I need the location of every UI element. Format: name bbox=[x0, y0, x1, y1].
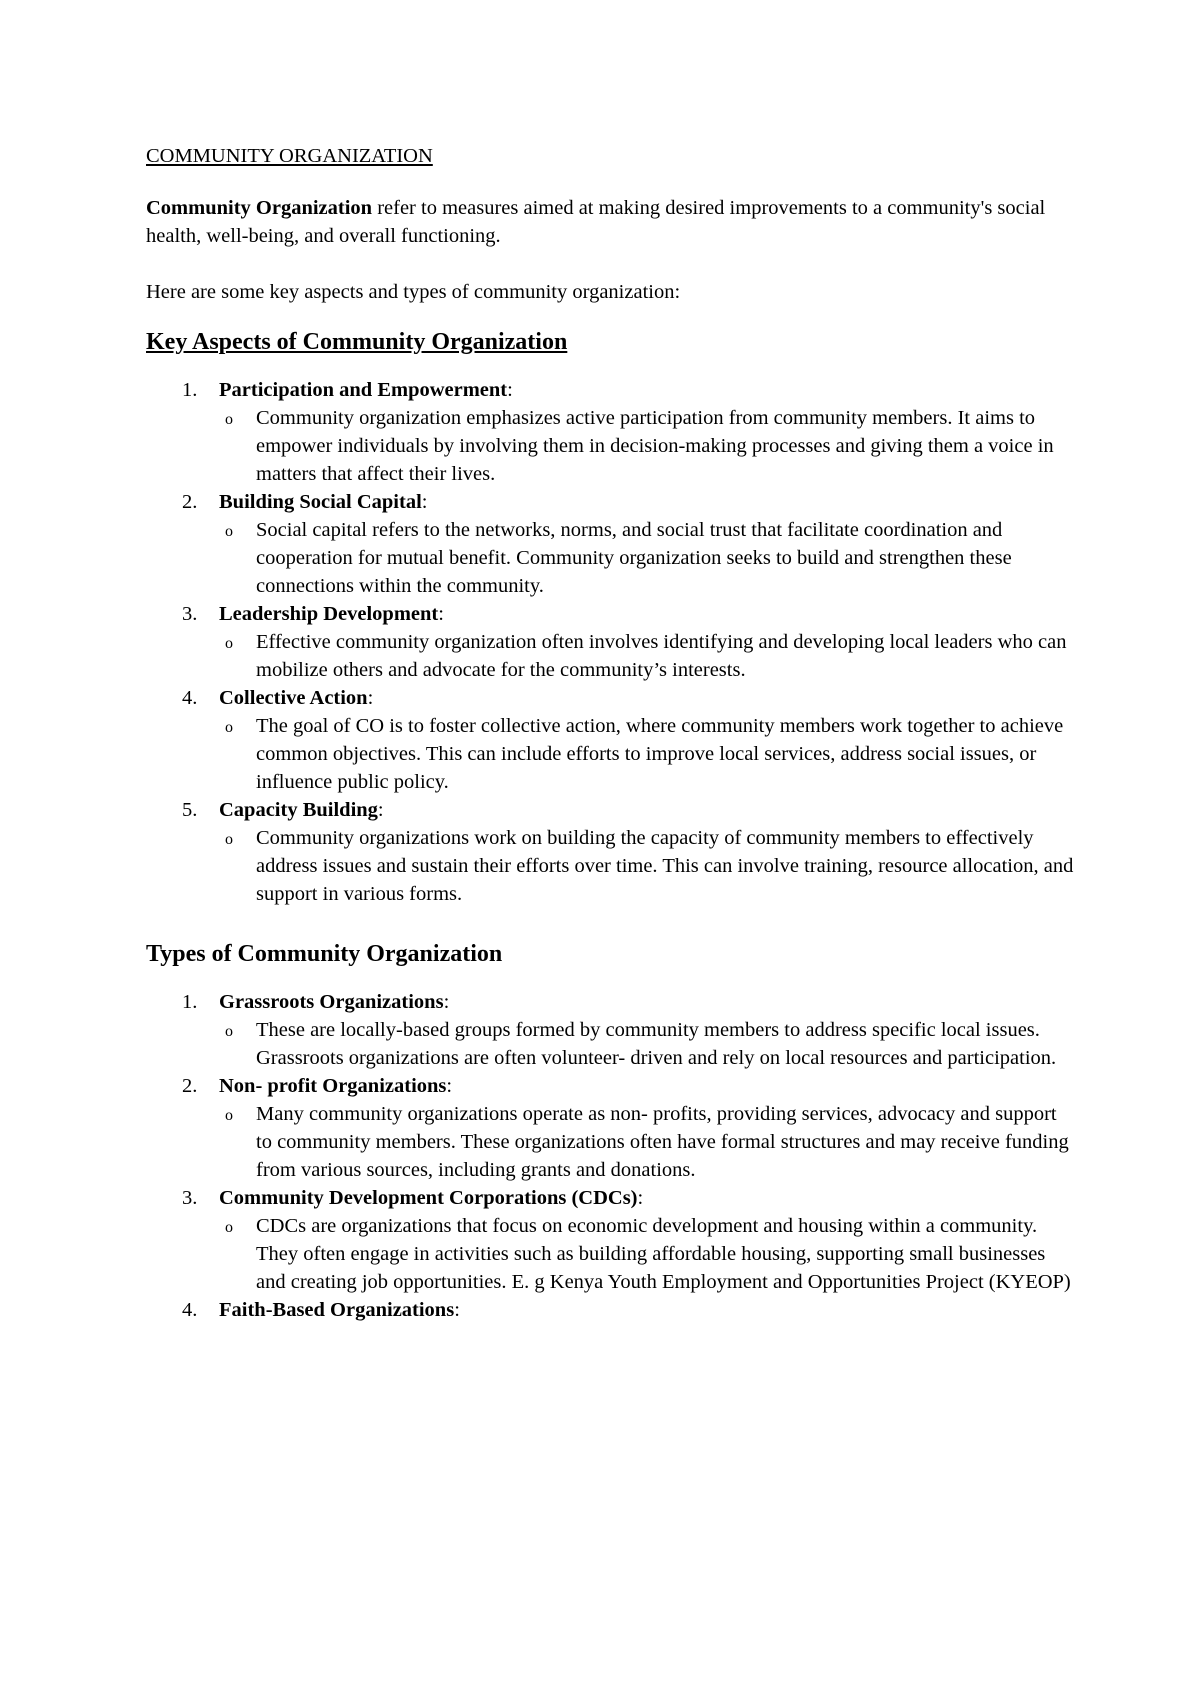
sub-item bbox=[219, 712, 1076, 796]
bullet-marker: o bbox=[225, 1107, 233, 1124]
item-title-text: Grassroots Organizations bbox=[219, 991, 444, 1013]
sub-item-text: Effective community organization often involves identifying and developing local leaders who can mobilize others and advocate for the community’s interests. bbox=[256, 631, 1067, 681]
item-number: 4. bbox=[182, 1299, 198, 1321]
item-number: 4. bbox=[182, 687, 198, 709]
item-title-text: Faith-Based Organizations bbox=[219, 1299, 455, 1321]
item-number: 5. bbox=[182, 799, 198, 821]
item-title bbox=[219, 1184, 1076, 1212]
key-aspects-heading: Key Aspects of Community Organization bbox=[146, 329, 568, 355]
item-title bbox=[219, 1296, 1076, 1324]
sub-list bbox=[219, 404, 1076, 488]
item-title-suffix: : bbox=[438, 603, 444, 625]
item-title-text: Participation and Empowerment bbox=[219, 379, 508, 401]
types-list bbox=[146, 988, 1076, 1324]
item-number: 1. bbox=[182, 379, 198, 401]
list-item bbox=[146, 488, 1076, 600]
bullet-marker: o bbox=[225, 523, 233, 540]
list-item bbox=[146, 1072, 1076, 1184]
item-title-suffix: : bbox=[377, 799, 384, 821]
lead-paragraph: Here are some key aspects and types of community organization: bbox=[146, 281, 681, 303]
sub-item bbox=[219, 516, 1076, 600]
item-title-suffix: : bbox=[637, 1187, 644, 1209]
sub-item bbox=[219, 1100, 1076, 1184]
sub-item-text: CDCs are organizations that focus on economic development and housing within a community. They often engage in activities such as building affordable housing, supporting small businesses and creating job opportunities. E. g Kenya Youth Employment and Opportunities Project (KYEOP) bbox=[256, 1215, 1071, 1293]
bullet-marker: o bbox=[225, 635, 233, 652]
item-title bbox=[219, 376, 1076, 404]
item-title-suffix: : bbox=[421, 491, 428, 513]
document-title: COMMUNITY ORGANIZATION bbox=[146, 145, 433, 167]
sub-list bbox=[219, 516, 1076, 600]
sub-list bbox=[219, 824, 1076, 908]
item-title-text: Collective Action bbox=[219, 687, 368, 709]
item-title bbox=[219, 988, 1076, 1016]
item-title-text: Building Social Capital bbox=[219, 491, 422, 513]
sub-list bbox=[219, 1100, 1076, 1184]
intro-paragraph bbox=[146, 194, 1076, 250]
item-title-suffix: : bbox=[443, 991, 450, 1013]
list-item bbox=[146, 376, 1076, 488]
sub-item-text: Many community organizations operate as non- profits, providing services, advocacy and support to community members. These organizations often have formal structures and may receive funding from various sources, including grants and donations. bbox=[256, 1103, 1069, 1181]
sub-list bbox=[219, 1016, 1076, 1072]
bullet-marker: o bbox=[225, 831, 233, 848]
item-title-text: Capacity Building bbox=[219, 799, 378, 821]
item-title-text: Leadership Development bbox=[219, 603, 439, 625]
item-title-suffix: : bbox=[507, 379, 513, 401]
sub-item-text: The goal of CO is to foster collective action, where community members work together to achieve common objectives. This can include efforts to improve local services, address social issues, or influence public policy. bbox=[256, 715, 1064, 793]
sub-item bbox=[219, 824, 1076, 908]
item-title-text: Non- profit Organizations bbox=[219, 1075, 447, 1097]
sub-list bbox=[219, 1212, 1076, 1296]
item-title-text: Community Development Corporations (CDCs) bbox=[219, 1187, 638, 1209]
list-item bbox=[146, 1296, 1076, 1324]
bullet-marker: o bbox=[225, 1219, 233, 1236]
item-title bbox=[219, 1072, 1076, 1100]
item-title-suffix: : bbox=[454, 1299, 460, 1321]
sub-item-text: Community organization emphasizes active participation from community members. It aims to empower individuals by involving them in decision-making processes and giving them a voice in matters that affect their lives. bbox=[256, 407, 1054, 485]
sub-item bbox=[219, 404, 1076, 488]
item-title-suffix: : bbox=[446, 1075, 453, 1097]
list-item bbox=[146, 600, 1076, 684]
types-heading: Types of Community Organization bbox=[146, 941, 503, 967]
sub-item-text: Social capital refers to the networks, norms, and social trust that facilitate coordination and cooperation for mutual benefit. Community organization seeks to build and strengthen these connections within the community. bbox=[256, 519, 1012, 597]
sub-item bbox=[219, 1016, 1076, 1072]
item-title bbox=[219, 600, 1076, 628]
sub-item-text: These are locally-based groups formed by community members to address specific local issues. Grassroots organizations are often volunteer- driven and rely on local resources and participation. bbox=[256, 1019, 1057, 1069]
item-title bbox=[219, 684, 1076, 712]
sub-item bbox=[219, 1212, 1076, 1296]
item-number: 3. bbox=[182, 603, 198, 625]
item-number: 2. bbox=[182, 1075, 198, 1097]
sub-list bbox=[219, 712, 1076, 796]
key-aspects-list bbox=[146, 376, 1076, 908]
item-title bbox=[219, 488, 1076, 516]
item-title-suffix: : bbox=[367, 687, 374, 709]
item-number: 3. bbox=[182, 1187, 198, 1209]
sub-item bbox=[219, 628, 1076, 684]
intro-term: Community Organization bbox=[146, 197, 373, 219]
bullet-marker: o bbox=[225, 411, 233, 428]
item-number: 2. bbox=[182, 491, 198, 513]
list-item bbox=[146, 988, 1076, 1072]
list-item bbox=[146, 796, 1076, 908]
item-title bbox=[219, 796, 1076, 824]
document-page bbox=[146, 142, 1076, 1324]
intro-text: refer to measures aimed at making desired improvements to a community's social health, well-being, and overall functioning. bbox=[146, 197, 1046, 247]
bullet-marker: o bbox=[225, 719, 233, 736]
list-item bbox=[146, 684, 1076, 796]
sub-item-text: Community organizations work on building the capacity of community members to effectively address issues and sustain their efforts over time. This can involve training, resource allocation, and support in various forms. bbox=[256, 827, 1074, 905]
bullet-marker: o bbox=[225, 1023, 233, 1040]
list-item bbox=[146, 1184, 1076, 1296]
sub-list bbox=[219, 628, 1076, 684]
item-number: 1. bbox=[182, 991, 198, 1013]
